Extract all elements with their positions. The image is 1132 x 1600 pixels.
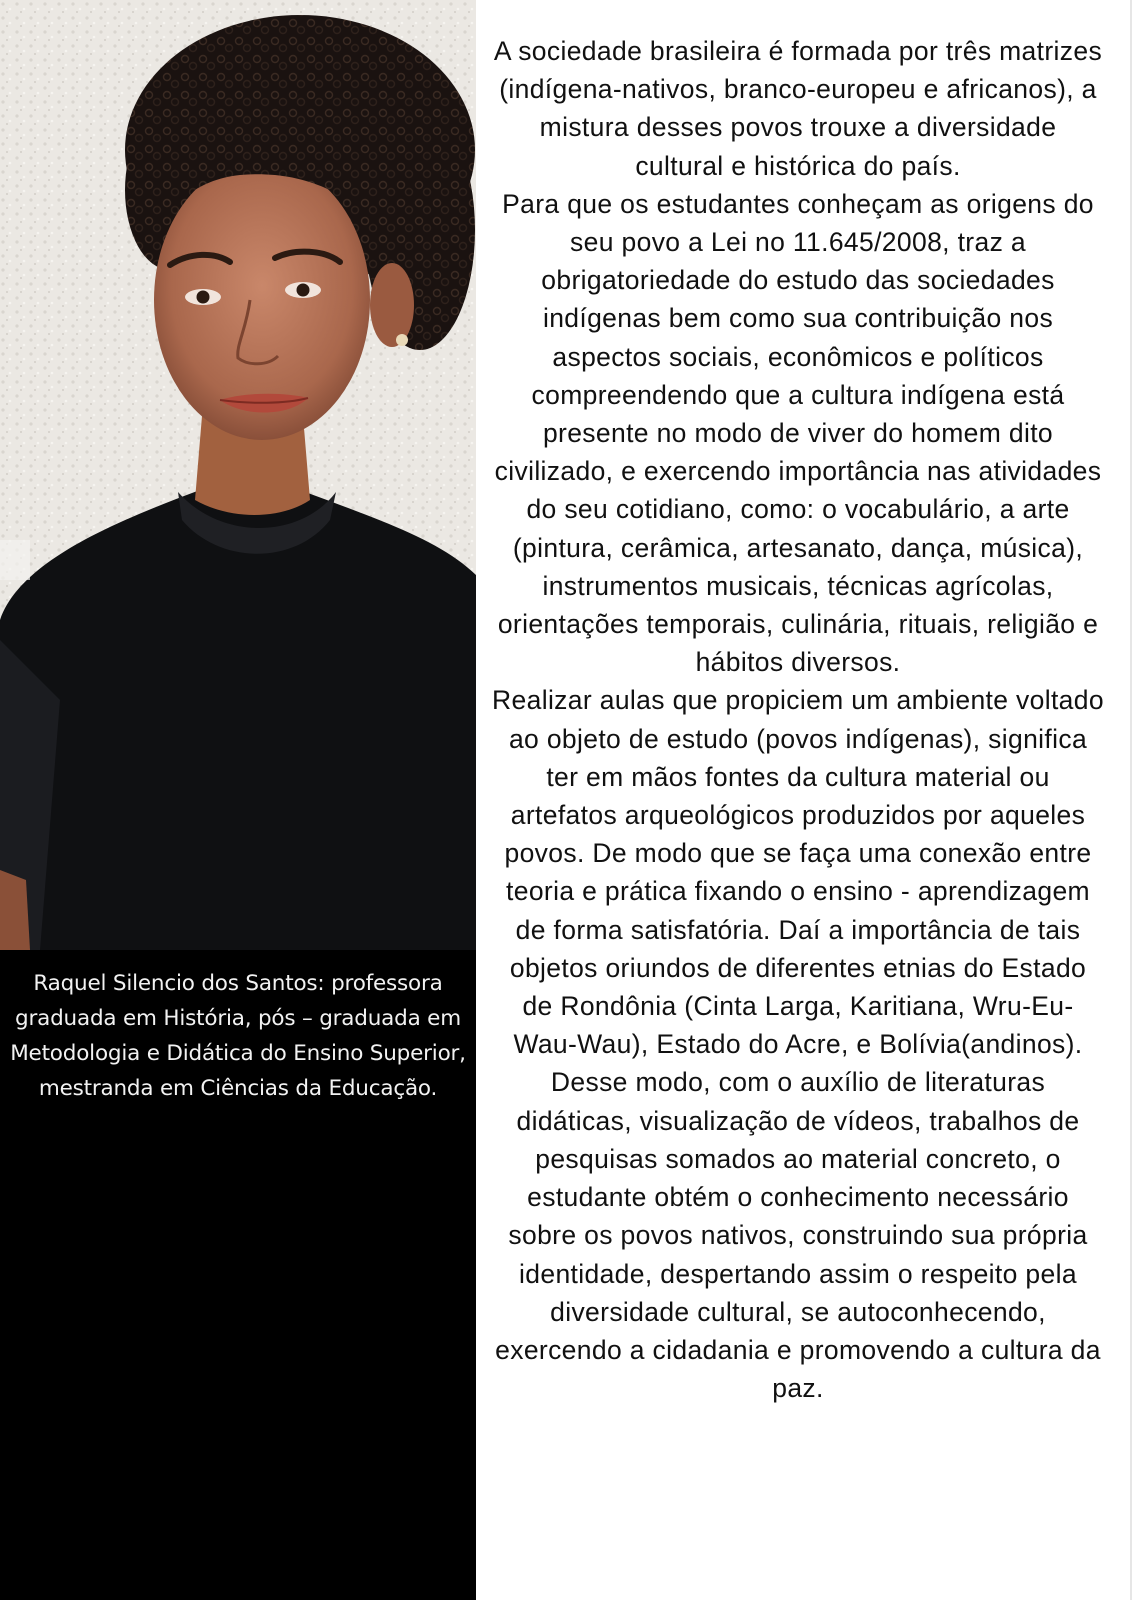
- author-caption: Raquel Silencio dos Santos: professora graduada em História, pós – graduada em Metodologia e Didática do Ensino Superior, mestranda em Ciências da Educação.: [10, 971, 466, 1101]
- portrait-illustration: [0, 0, 476, 950]
- portrait-photo: [0, 0, 476, 950]
- right-column: [476, 0, 1132, 1600]
- paragraph-matrizes: A sociedade brasileira é formada por três matrizes (indígena-nativos, branco-europeu e africanos), a mistura desses povos trouxe a diversidade cultural e histórica do país.: [493, 36, 1103, 181]
- paragraph-aulas: Realizar aulas que propiciem um ambiente voltado ao objeto de estudo (povos indígenas), significa ter em mãos fontes da cultura material ou artefatos arqueológicos produzidos por aqueles povos. De modo que se faça uma conexão entre teoria e prática fixando o ensino - aprendizagem de forma satisfatória. Daí a importância de tais objetos oriundos de diferentes etnias do Estado de Rondônia (Cinta Larga, Karitiana, Wru-Eu- Wau-Wau), Estado do Acre, e Bolívia(andinos).: [492, 685, 1104, 1060]
- left-column: [0, 0, 476, 1600]
- paragraph-lei: Para que os estudantes conheçam as origens do seu povo a Lei no 11.645/2008, traz a obrigatoriedade do estudo das sociedades indígenas bem como sua contribuição nos aspectos sociais, econômicos e políticos compreendendo que a cultura indígena está presente no modo de viver do homem dito civilizado, e exercendo importância nas atividades do seu cotidiano, como: o vocabulário, a arte (pintura, cerâmica, artesanato, dança, música), instrumentos musicais, técnicas agrícolas, orientações temporais, culinária, rituais, religião e hábitos diversos.: [494, 188, 1102, 678]
- article-body: [492, 32, 1104, 1407]
- paragraph-conclusao: Desse modo, com o auxílio de literaturas didáticas, visualização de vídeos, trabalhos de pesquisas somados ao material concreto, o estudante obtém o conhecimento necessário sobre os povos nativos, construindo sua própria identidade, despertando assim o respeito pela diversidade cultural, se autoconhecendo, exercendo a cidadania e promovendo a cultura da paz.: [495, 1067, 1101, 1404]
